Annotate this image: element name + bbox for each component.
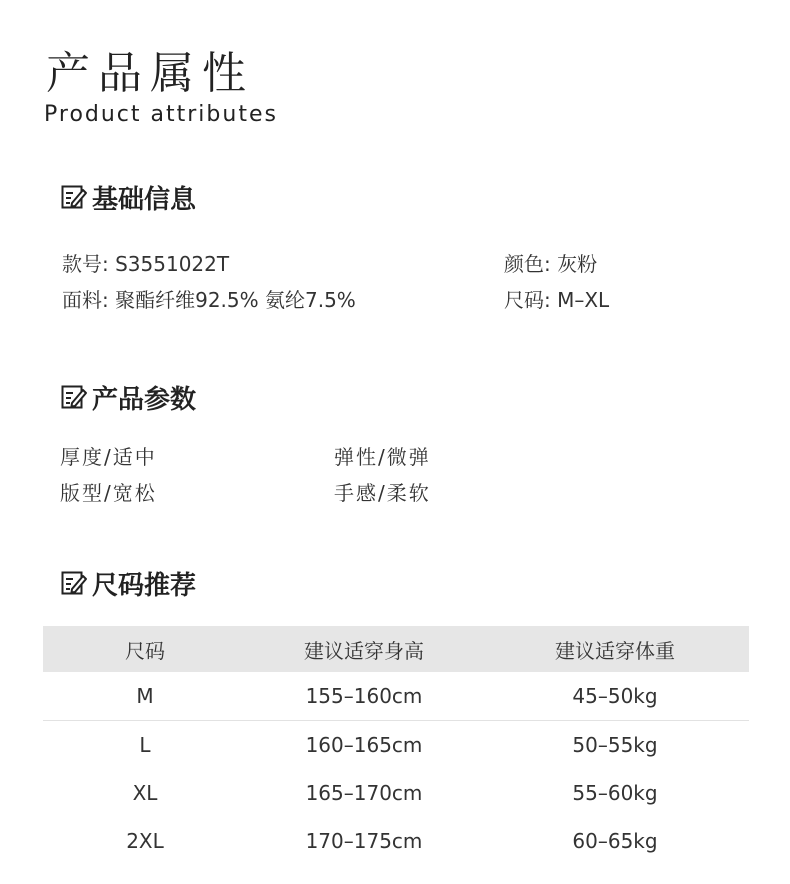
section-basic-heading <box>60 181 196 213</box>
fit-param: 版型/宽松 <box>60 481 157 505</box>
feel-param: 手感/柔软 <box>334 481 431 505</box>
cell-weight: 50–55kg <box>572 733 658 757</box>
edit-note-icon <box>60 569 88 597</box>
fabric-value: 面料: 聚酯纤维92.5% 氨纶7.5% <box>62 288 356 312</box>
section-params-heading <box>60 381 196 413</box>
page-title-en: Product attributes <box>44 102 278 127</box>
cell-weight: 60–65kg <box>572 829 658 853</box>
table-row <box>43 817 749 865</box>
color-value: 颜色: 灰粉 <box>504 252 598 276</box>
cell-height: 160–165cm <box>305 733 423 757</box>
section-basic-label: 基础信息 <box>92 184 197 215</box>
table-row <box>43 721 749 770</box>
cell-size: XL <box>132 781 158 805</box>
cell-height: 170–175cm <box>305 829 423 853</box>
size-table-header <box>43 626 749 672</box>
cell-size: 2XL <box>126 829 164 853</box>
col-weight: 建议适穿体重 <box>481 626 749 672</box>
thickness-param: 厚度/适中 <box>60 445 157 469</box>
cell-weight: 55–60kg <box>572 781 658 805</box>
cell-height: 155–160cm <box>247 672 481 721</box>
section-size-heading <box>60 567 196 599</box>
size-range: 尺码: M–XL <box>504 288 610 312</box>
size-table <box>43 626 749 865</box>
edit-note-icon <box>60 383 88 411</box>
col-height: 建议适穿身高 <box>247 626 481 672</box>
cell-size: M <box>43 672 247 721</box>
page-title-cn: 产品属性 <box>46 48 254 99</box>
cell-weight: 45–50kg <box>481 672 749 721</box>
style-number: 款号: S3551022T <box>62 252 230 276</box>
cell-height: 165–170cm <box>305 781 423 805</box>
section-size-label: 尺码推荐 <box>92 570 197 601</box>
table-row <box>43 769 749 817</box>
col-size: 尺码 <box>43 626 247 672</box>
section-params-label: 产品参数 <box>92 384 197 415</box>
edit-note-icon <box>60 183 88 211</box>
table-row <box>43 672 749 721</box>
elasticity-param: 弹性/微弹 <box>334 445 431 469</box>
cell-size: L <box>139 733 151 757</box>
